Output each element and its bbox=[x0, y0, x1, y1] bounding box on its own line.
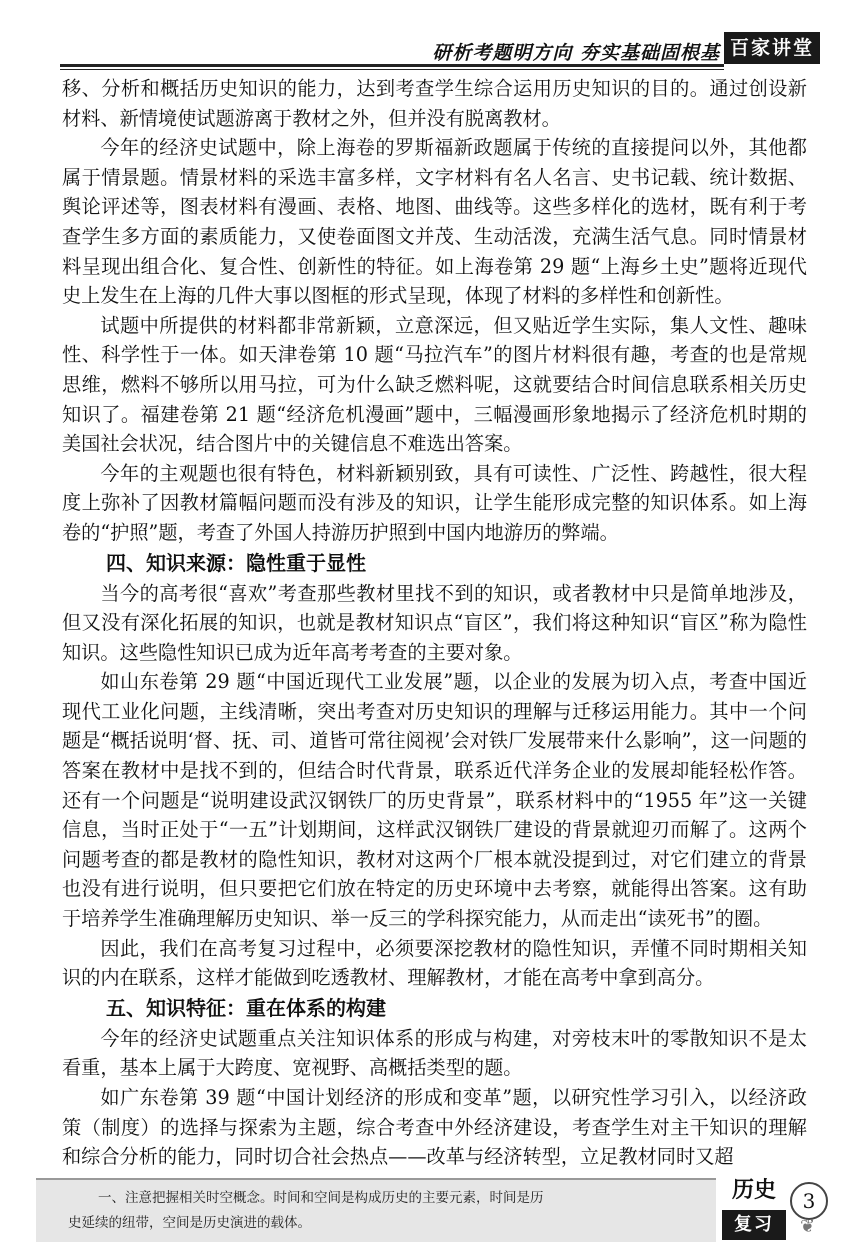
paragraph: 如广东卷第 39 题“中国计划经济的形成和变革”题，以研究性学习引入，以经济政策（制度）的选择与探索为主题，综合考查中外经济建设，考查学生对主干知识的理解和综合分析的能力，同时切合社会热点——改革与经济转型，立足教材同时又超 bbox=[62, 1086, 807, 1169]
paragraph: 移、分析和概括历史知识的能力，达到考查学生综合运用历史知识的目的。通过创设新材料、新情境使试题游离于教材之外，但并没有脱离教材。 bbox=[62, 77, 807, 130]
paragraph: 今年的经济史试题重点关注知识体系的形成与构建，对旁枝末叶的零散知识不是太看重，基本上属于大跨度、宽视野、高概括类型的题。 bbox=[62, 1026, 807, 1080]
page-header bbox=[60, 26, 820, 70]
header-tagline: 研析考题明方向 夯实基础固根基 bbox=[432, 42, 720, 64]
section-heading-5: 五、知识特征：重在体系的构建 bbox=[106, 995, 386, 1020]
subject-label bbox=[722, 1176, 786, 1240]
section-name: 复习 bbox=[722, 1210, 786, 1240]
header-rule bbox=[60, 64, 724, 67]
paragraph: 当今的高考很“喜欢”考查那些教材里找不到的知识，或者教材中只是简单地涉及，但又没有深化拓展的知识，也就是教材知识点“盲区”，我们将这种知识“盲区”称为隐性知识。这些隐性知识已成为近年高考考查的主要对象。 bbox=[62, 581, 807, 664]
paragraph: 如山东卷第 29 题“中国近现代工业发展”题，以企业的发展为切入点，考查中国近现代工业化问题，主线清晰，突出考查对历史知识的理解与迁移运用能力。其中一个问题是“概括说明‘督、抚、司、道皆可常往阅视’会对铁厂发展带来什么影响”，这一问题的答案在教材中是找不到的，但结合时代背景，联系近代洋务企业的发展却能轻松作答。还有一个问题是“说明建设武汉钢铁厂的历史背景”，联系材料中的“1955 年”这一关键信息，当时正处于“一五”计划期间，这样武汉钢铁厂建设的背景就迎刃而解了。这两个问题考查的都是教材的隐性知识，教材对这两个厂根本就没提到过，对它们建立的背景也没有进行说明，但只要把它们放在特定的历史环境中去考察，就能得出答案。这有助于培养学生准确理解历史知识、举一反三的学科探究能力，从而走出“读死书”的圈。 bbox=[62, 670, 807, 931]
header-rule-thin bbox=[60, 69, 724, 70]
page-footer bbox=[0, 1172, 850, 1250]
leaf-icon: ❦ bbox=[800, 1216, 816, 1237]
footer-tip-line: 一、注意把握相关时空概念。时间和空间是构成历史的主要元素，时间是历 bbox=[98, 1190, 544, 1206]
paragraph: 今年的经济史试题中，除上海卷的罗斯福新政题属于传统的直接提问以外，其他都属于情景题。情景材料的采选丰富多样，文字材料有名人名言、史书记载、统计数据、舆论评述等，图表材料有漫画、表格、地图、曲线等。这些多样化的选材，既有利于考查学生多方面的素质能力，又使卷面图文并茂、生动活泼，充满生活气息。同时情景材料呈现出组合化、复合性、创新性的特征。如上海卷第 29 题“上海乡土史”题将近现代史上发生在上海的几件大事以图框的形式呈现，体现了材料的多样性和创新性。 bbox=[62, 136, 807, 308]
paragraph: 今年的主观题也很有特色，材料新颖别致，具有可读性、广泛性、跨越性，很大程度上弥补了因教材篇幅问题而没有涉及的知识，让学生能形成完整的知识体系。如上海卷的“护照”题，考查了外国人持游历护照到中国内地游历的弊端。 bbox=[62, 461, 807, 544]
footer-tip bbox=[68, 1186, 708, 1236]
section-heading-4: 四、知识来源：隐性重于显性 bbox=[106, 550, 366, 575]
paragraph: 试题中所提供的材料都非常新颖，立意深远，但又贴近学生实际，集人文性、趣味性、科学性于一体。如天津卷第 10 题“马拉汽车”的图片材料很有趣，考查的也是常规思维，燃料不够所以用马拉，可为什么缺乏燃料呢，这就要结合时间信息联系相关历史知识了。福建卷第 21 题“经济危机漫画”题中，三幅漫画形象地揭示了经济危机时期的美国社会状况，结合图片中的关键信息不难选出答案。 bbox=[62, 313, 807, 456]
page-number: 3 bbox=[790, 1182, 828, 1220]
column-badge: 百家讲堂 bbox=[724, 32, 820, 64]
paragraph: 因此，我们在高考复习过程中，必须要深挖教材的隐性知识，弄懂不同时期相关知识的内在联系，这样才能做到吃透教材、理解教材，才能在高考中拿到高分。 bbox=[62, 936, 807, 990]
footer-tip-line: 史延续的纽带，空间是历史演进的载体。 bbox=[68, 1215, 311, 1231]
subject-name: 历史 bbox=[731, 1178, 776, 1203]
article-body bbox=[62, 74, 807, 1172]
